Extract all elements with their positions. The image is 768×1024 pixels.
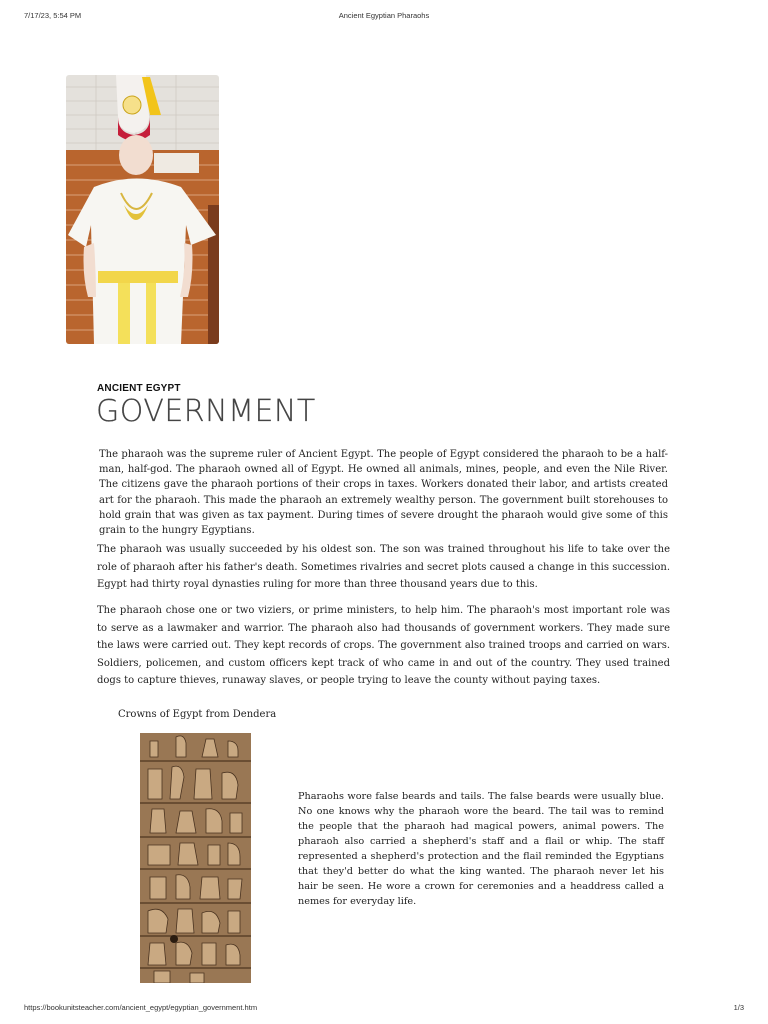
paragraph-beards-and-crowns: Pharaohs wore false beards and tails. The false beards were usually blue. No one knows why the pharaoh wore the beard. The tail was to remind the people that the pharaoh had magical powers, animal powers. The pharaoh also carried a shepherd's staff and a flail or whip. The staff represented a shepherd's protection and the flail reminded the Egyptians that they'd better do what the king wanted. The pharaoh never let his hair be seen. He wore a crown for ceremonies and a headdress called a nemes for everyday life.	[298, 791, 664, 907]
image-caption: Crowns of Egypt from Dendera	[118, 709, 277, 720]
section-kicker: ANCIENT EGYPT	[97, 383, 181, 394]
page-title: GOVERNMENT	[96, 394, 316, 429]
paragraph-supreme-ruler: The pharaoh was the supreme ruler of Ancient Egypt. The people of Egypt considered the pharaoh to be a half-man, half-god. The pharaoh owned all of Egypt. He owned all animals, mines, people, and even the Nile River. The citizens gave the pharaoh portions of their crops in taxes. Workers donated their labor, and artists created art for the pharaoh. This made the pharaoh an extremely wealthy person. The government built storehouses to hold grain that was given as tax payment. During times of severe drought the pharaoh would give some of this grain to the hungry Egyptians.	[99, 449, 668, 537]
paragraph-succession: The pharaoh was usually succeeded by his oldest son. The son was trained throughout his life to take over the role of pharaoh after his father's death. Sometimes rivalries and secret plots caused a change in this succession. Egypt had thirty royal dynasties ruling for more than three thousand years due to this.	[97, 544, 670, 590]
print-page-title: Ancient Egyptian Pharaohs	[338, 11, 430, 20]
pharaoh-costume-photo	[66, 75, 219, 344]
print-url: https://bookunitsteacher.com/ancient_egypt/egyptian_government.htm	[24, 1003, 258, 1012]
dendera-crowns-carving-image	[140, 733, 251, 983]
print-timestamp: 7/17/23, 5:54 PM	[24, 11, 82, 20]
paragraph-viziers: The pharaoh chose one or two viziers, or prime ministers, to help him. The pharaoh's most important role was to serve as a lawmaker and warrior. The pharaoh also had thousands of government workers. They made sure the laws were carried out. They kept records of crops. The government also trained troops and carried on wars. Soldiers, policemen, and custom officers kept track of who came in and out of the country. They used trained dogs to capture thieves, runaway slaves, or people trying to leave the county without paying taxes.	[97, 605, 670, 686]
print-page-number: 1/3	[733, 1003, 744, 1012]
